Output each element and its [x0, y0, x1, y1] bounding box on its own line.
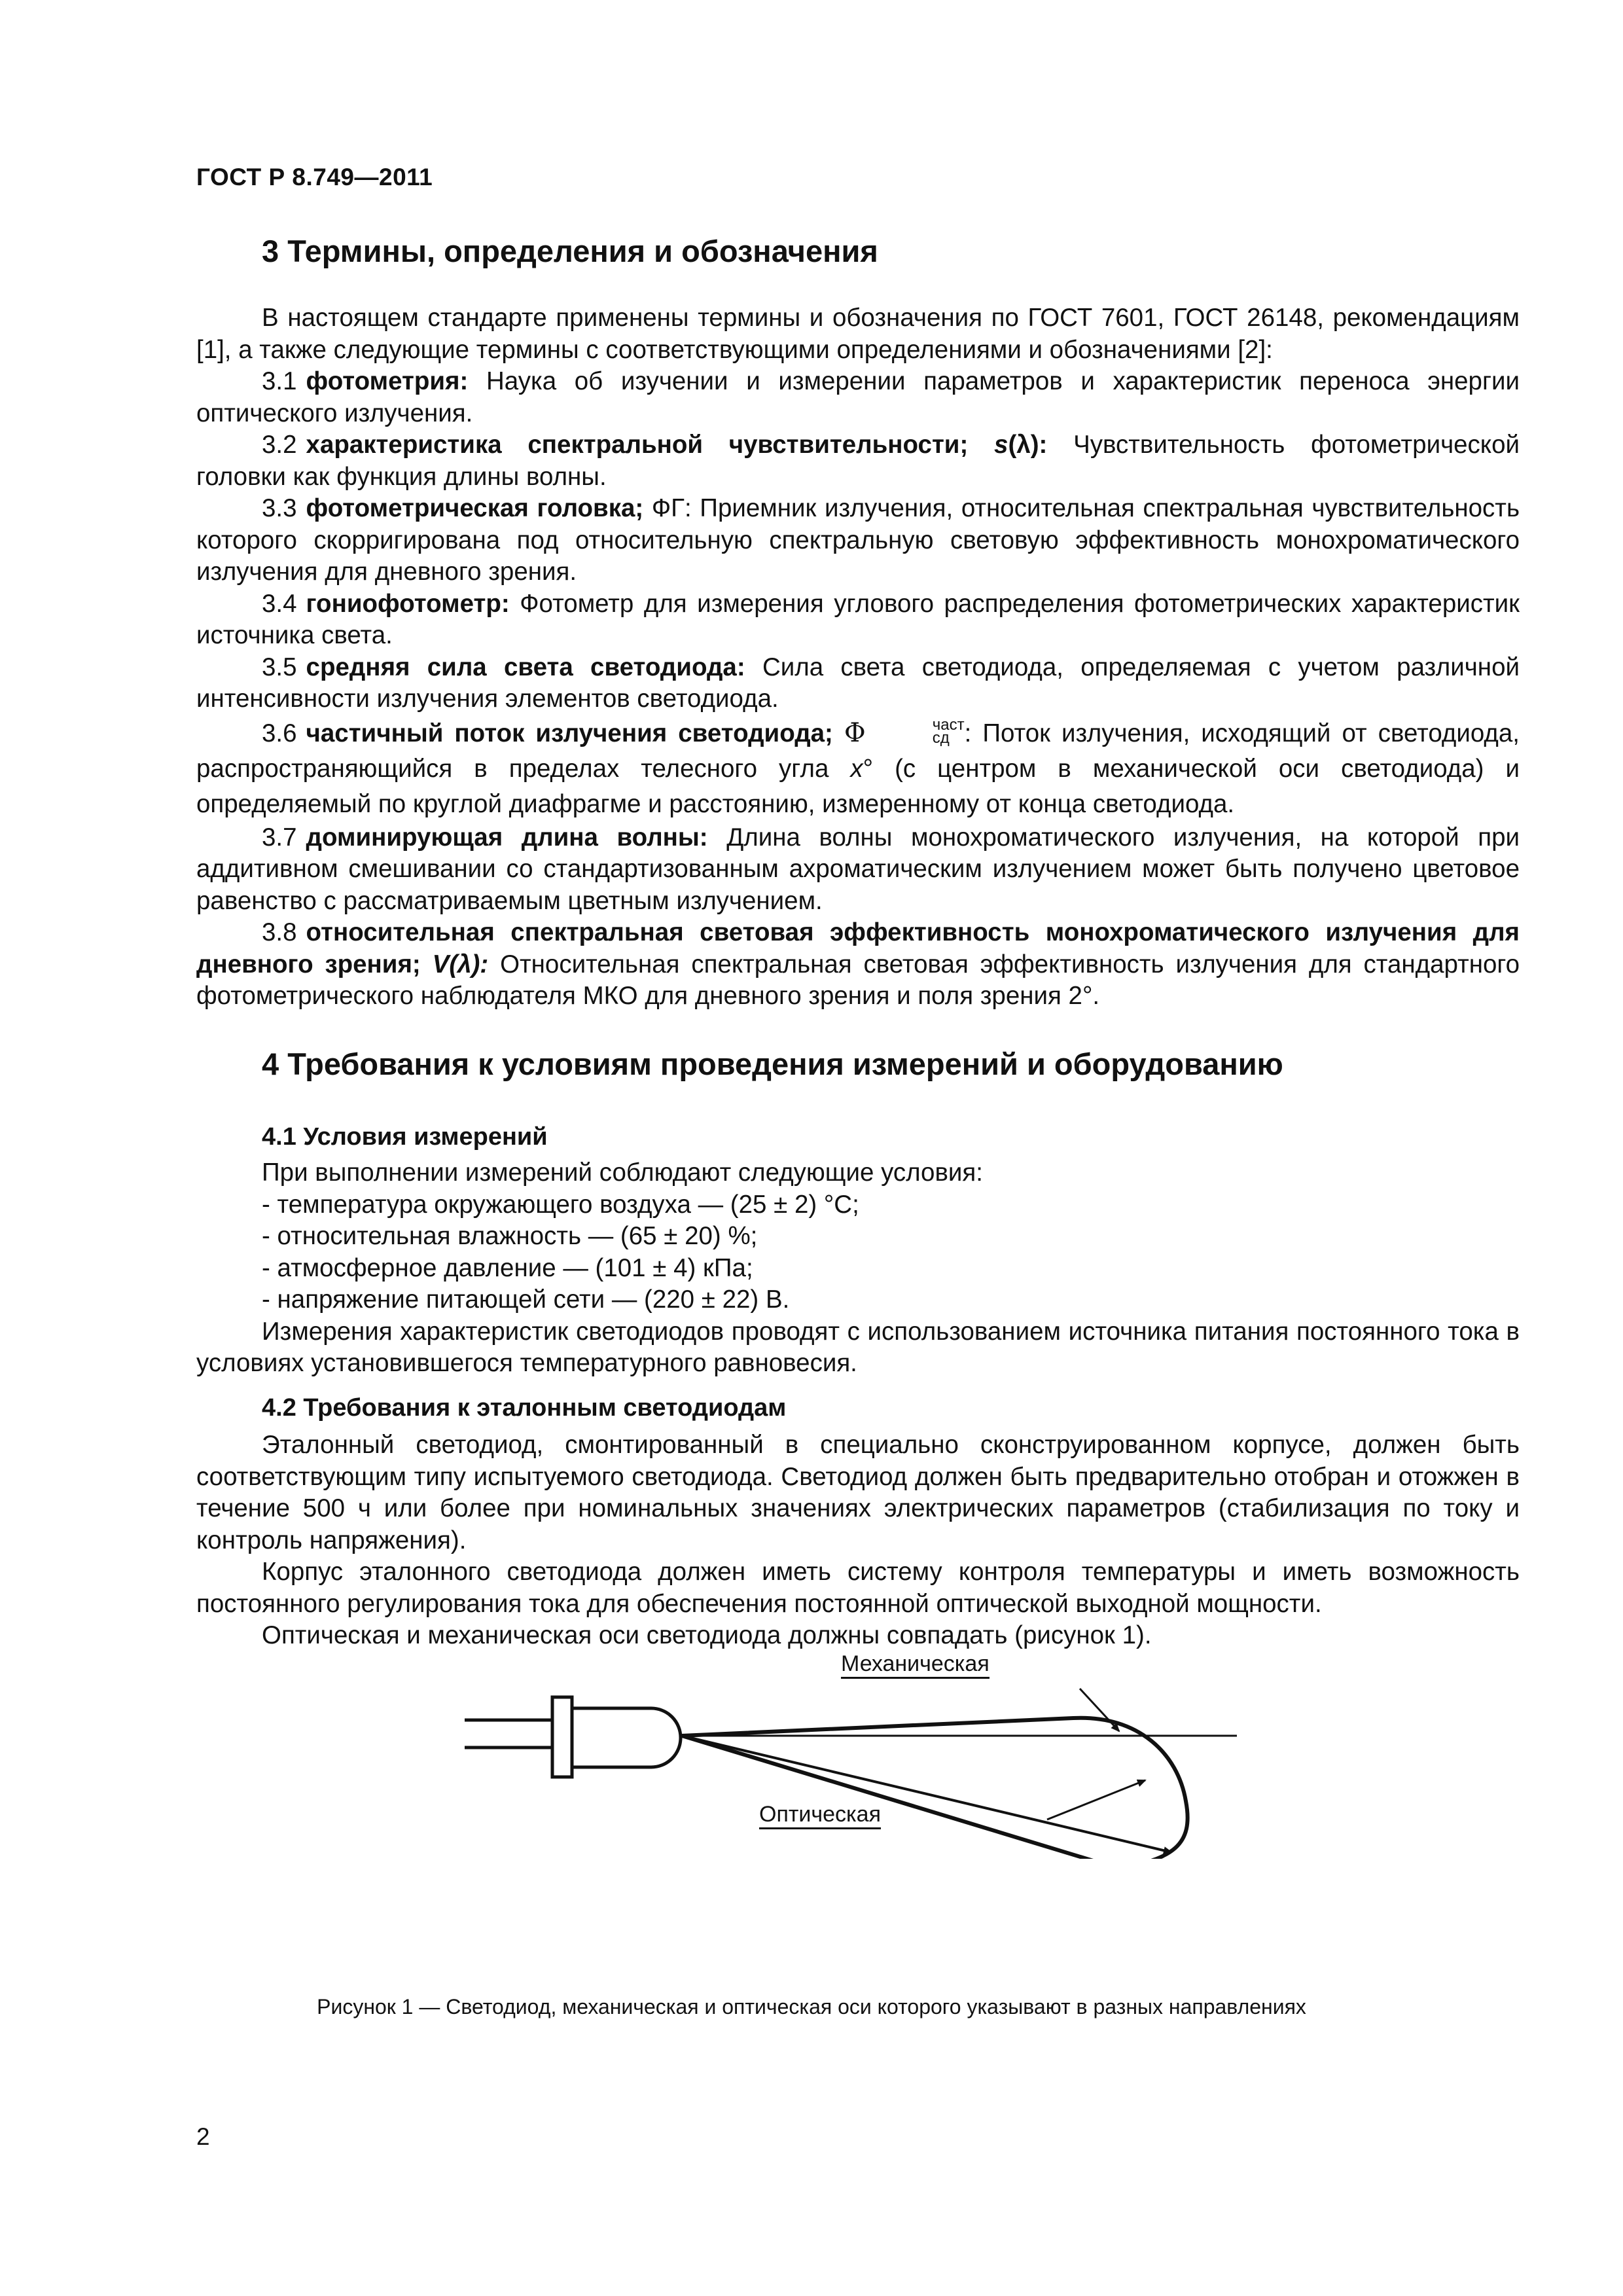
term-name: гониофотометр:: [306, 589, 510, 618]
reference-led-paragraph-1: Эталонный светодиод, смонтированный в специально сконструированном корпусе, должен быть соответствующим типу испытуемого светодиода. Светодиод должен быть предварительно отобран и отожжен в течение 500 ч или более при номинальных значениях электрических параметров (стабилизация по току и контроль напряжения).: [196, 1431, 1520, 1554]
reference-led-paragraph-3: Оптическая и механическая оси светодиода должны совпадать (рисунок 1).: [262, 1621, 1152, 1649]
term-definition-cont: ° (с центром в механической оси светодиода) и определяемый по круглой диафрагме и расстоянию, измеренному от конца светодиода.: [196, 754, 1520, 818]
term-3-5: [196, 652, 1520, 715]
condition-item: - относительная влажность — (65 ± 20) %;: [262, 1222, 758, 1250]
phi-superscript: част: [932, 716, 965, 734]
term-definition: Относительная спектральная световая эффективность излучения для стандартного фотометрического наблюдателя МКО для дневного зрения и поля зрения 2°.: [196, 950, 1520, 1010]
term-3-4: [196, 588, 1520, 652]
term-3-8: [196, 917, 1520, 1013]
optical-label-leader: [1047, 1780, 1145, 1820]
term-number: 3.8: [262, 918, 297, 946]
term-number: 3.4: [262, 589, 297, 618]
angle-symbol: x: [850, 754, 863, 783]
conditions-tail: Измерения характеристик светодиодов проводят с использованием источника питания постоянного тока в условиях установившегося температурного равновесия.: [196, 1317, 1520, 1377]
subsection-4-1-body: [196, 1157, 1520, 1380]
led-body: [572, 1708, 681, 1767]
term-abbreviation: ФГ:: [651, 494, 692, 522]
term-name: фотометрия:: [306, 367, 469, 395]
term-number: 3.5: [262, 653, 297, 681]
mechanical-axis-label: Механическая: [841, 1651, 990, 1679]
term-number: 3.3: [262, 494, 297, 522]
standard-header: ГОСТ Р 8.749—2011: [196, 164, 433, 190]
led-flange: [552, 1697, 572, 1777]
optical-axis-label: Оптическая: [759, 1801, 881, 1829]
subsection-4-1-title: 4.1 Условия измерений: [262, 1123, 548, 1151]
term-3-7: [196, 822, 1520, 918]
term-name: фотометрическая головка;: [306, 494, 644, 522]
term-definition: Приемник излучения, относительная спектральная чувствительность которого скорригирована под относительную спектральную световую эффективность монохроматического излучения для дневного зрения.: [196, 494, 1520, 586]
subsection-4-2-body: [196, 1429, 1520, 1652]
condition-item: - атмосферное давление — (101 ± 4) кПа;: [262, 1253, 753, 1282]
term-definition: Наука об изучении и измерении параметров и характеристик переноса энергии оптического излучения.: [196, 367, 1520, 427]
cone-envelope-lower: [682, 1736, 1119, 1859]
term-name: характеристика спектральной чувствительности;: [306, 431, 969, 459]
term-definition: Поток излучения, исходящий от светодиода, распространяющийся в пределах телесного угла: [196, 719, 1520, 783]
term-definition: Длина волны монохроматического излучения, на которой при аддитивном смешивании со стандартизованным ахроматическим излучением может быть получено цветовое равенство с рассматриваемым цветным излучением.: [196, 823, 1520, 915]
condition-item: - температура окружающего воздуха — (25 ± 2) °С;: [262, 1190, 859, 1219]
term-name: относительная спектральная световая эффективность монохроматического излучения для дневного зрения;: [196, 918, 1520, 978]
mechanical-label-leader: [1080, 1689, 1119, 1731]
phi-symbol: Φ: [844, 717, 866, 748]
term-number: 3.2: [262, 431, 297, 459]
term-symbol: s: [994, 431, 1008, 459]
term-symbol-arg: (λ):: [1008, 431, 1048, 459]
page-number: 2: [196, 2123, 210, 2150]
figure-1: [432, 1649, 1257, 1859]
term-name: средняя сила света светодиода:: [306, 653, 745, 681]
term-symbol-arg: (λ):: [449, 950, 489, 978]
term-number: 3.1: [262, 367, 297, 395]
optical-axis-arrow: [682, 1736, 1171, 1852]
term-3-3: [196, 493, 1520, 588]
section-3-title: 3 Термины, определения и обозначения: [262, 234, 878, 268]
term-name: доминирующая длина волны:: [306, 823, 708, 852]
term-number: 3.6: [262, 719, 297, 747]
term-symbol: V: [432, 950, 450, 978]
subsection-4-2-title: 4.2 Требования к эталонным светодиодам: [262, 1394, 787, 1422]
reference-led-paragraph-2: Корпус эталонного светодиода должен иметь систему контроля температуры и иметь возможность постоянного регулирования тока для обеспечения постоянной оптической выходной мощности.: [196, 1558, 1520, 1618]
term-3-2: [196, 429, 1520, 493]
section-3-body: [196, 302, 1520, 1013]
term-definition: Сила света светодиода, определяемая с учетом различной интенсивности излучения элементов светодиода.: [196, 653, 1520, 713]
figure-caption: Рисунок 1 — Светодиод, механическая и оптическая оси которого указывают в разных направлениях: [317, 1995, 1306, 2018]
phi-subscript: сд: [932, 729, 950, 747]
term-number: 3.7: [262, 823, 297, 852]
section-4-title: 4 Требования к условиям проведения измерений и оборудованию: [262, 1047, 1283, 1081]
term-definition: Чувствительность фотометрической головки как функция длины волны.: [196, 431, 1520, 491]
term-3-6: [196, 715, 1520, 822]
term-3-1: [196, 366, 1520, 429]
term-name: частичный поток излучения светодиода;: [306, 719, 833, 747]
condition-item: - напряжение питающей сети — (220 ± 22) В.: [262, 1285, 790, 1314]
section-3-intro: В настоящем стандарте применены термины и обозначения по ГОСТ 7601, ГОСТ 26148, рекомендациям [1], а также следующие термины с соответствующими определениями и обозначениями [2]:: [196, 304, 1520, 364]
term-definition: Фотометр для измерения углового распределения фотометрических характеристик источника света.: [196, 589, 1520, 649]
phi-indices: [867, 716, 965, 747]
conditions-lead: При выполнении измерений соблюдают следующие условия:: [262, 1158, 983, 1187]
phi-colon: :: [964, 719, 972, 747]
